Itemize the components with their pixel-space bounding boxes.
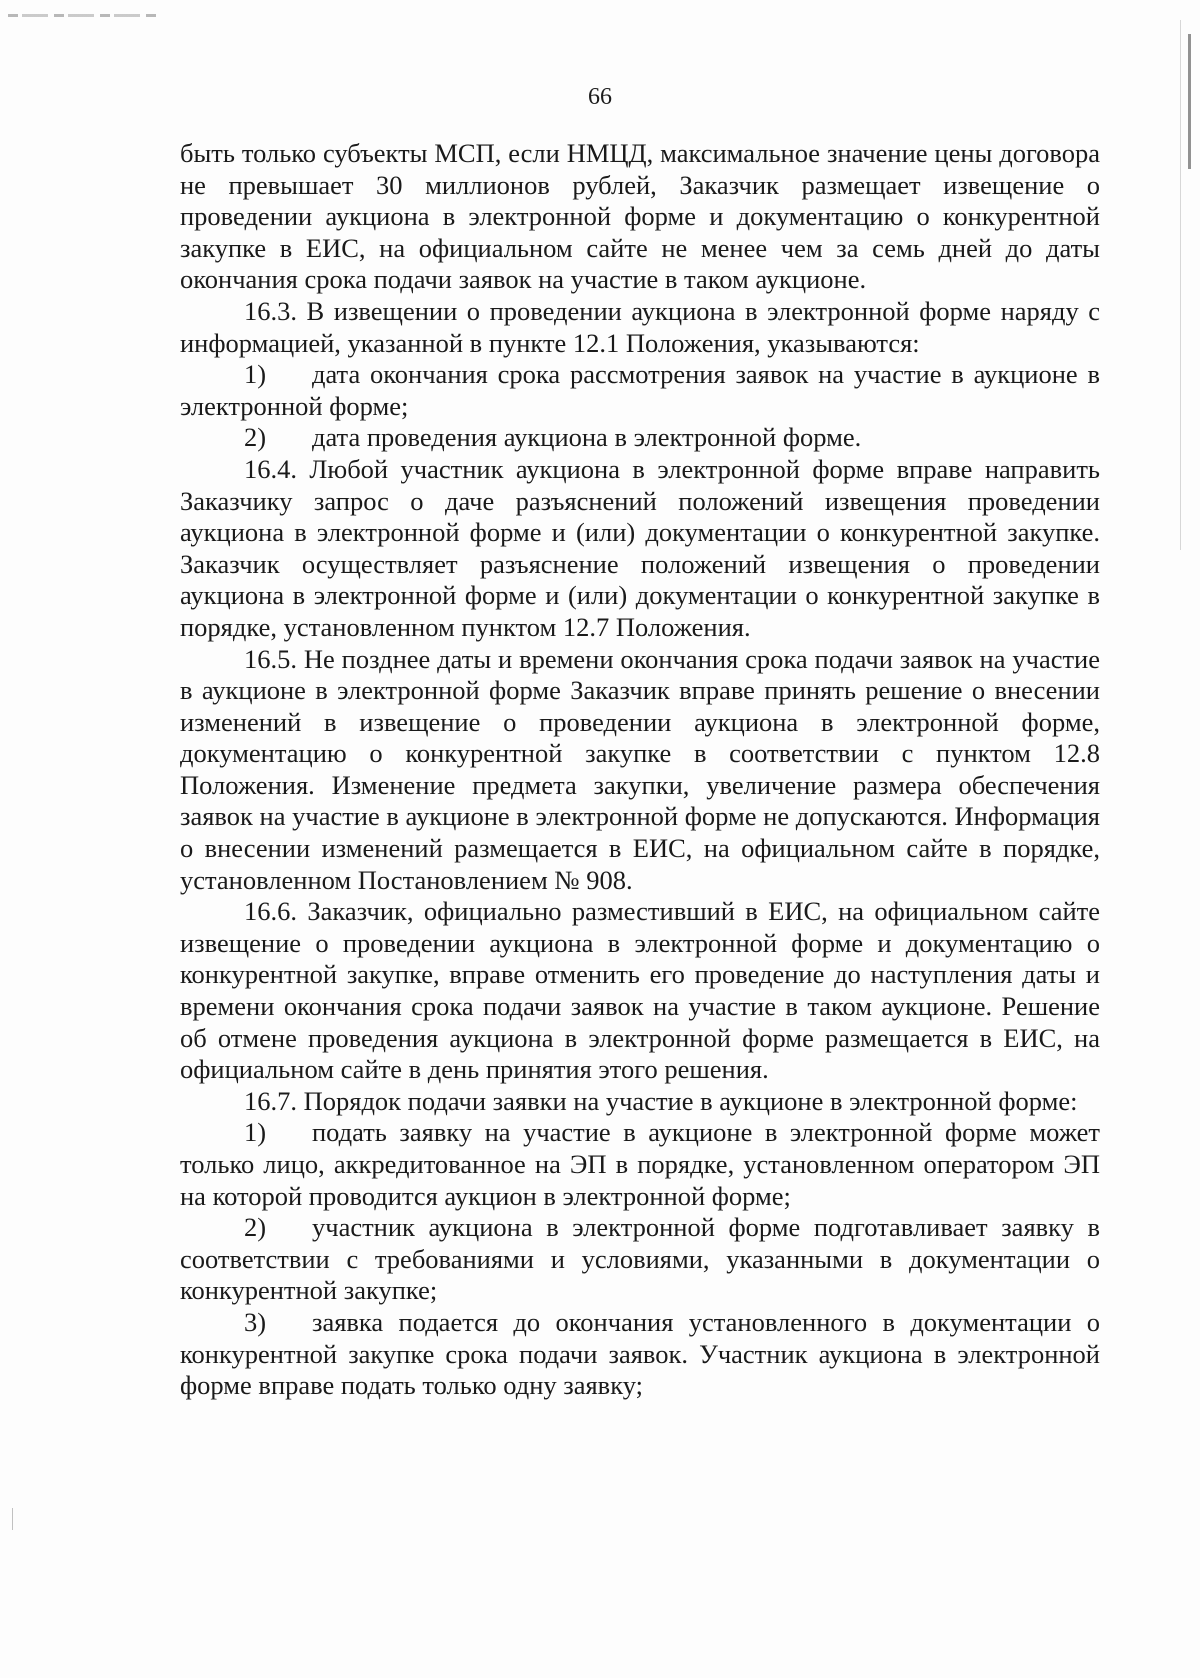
list-item-number: 3): [244, 1306, 267, 1337]
paragraph-16-5: 16.5. Не позднее даты и времени окончания срока подачи заявок на участие в аукционе в электронной форме Заказчик вправе принять решение о внесении изменений в извещение о проведении аукциона в электронной форме, документацию о конкурентной закупке в соответствии с пунктом 12.8 Положения. Изменение предмета закупки, увеличение размера обеспечения заявок на участие в аукционе в электронной форме не допускаются. Информация о внесении изменений размещается в ЕИС, на официальном сайте в порядке, установленном Постановлением № 908.: [180, 643, 1100, 895]
paragraph-continuation: быть только субъекты МСП, если НМЦД, максимальное значение цены договора не превышает 30 миллионов рублей, Заказчик размещает извещение о проведении аукциона в электронной форме и документацию о конкурентной закупке в ЕИС, на официальном сайте не менее чем за семь дней до даты окончания срока подачи заявок на участие в таком аукционе.: [180, 138, 1100, 295]
list-item-text: дата окончания срока рассмотрения заявок на участие в аукционе в электронной форме;: [180, 359, 1100, 421]
scan-artifact-left: [12, 1508, 13, 1530]
list-item-text: подать заявку на участие в аукционе в электронной форме может только лицо, аккредитованное на ЭП в порядке, установленном оператором ЭП на которой проводится аукцион в электронной форме;: [180, 1117, 1100, 1211]
list-item-number: 2): [244, 1212, 267, 1243]
list-item-text: участник аукциона в электронной форме подготавливает заявку в соответствии с требованиями и условиями, указанными в документации о конкурентной закупке;: [180, 1212, 1100, 1306]
list-item-number: 1): [244, 1117, 267, 1148]
list-item-text: дата проведения аукциона в электронной форме.: [312, 422, 862, 453]
list-item-16-3-2: [180, 422, 1100, 454]
paragraph-16-6: 16.6. Заказчик, официально разместивший в ЕИС, на официальном сайте извещение о проведении аукциона в электронной форме и документацию о конкурентной закупке, вправе отменить его проведение до наступления даты и времени окончания срока подачи заявок на участие в таком аукционе. Решение об отмене проведения аукциона в электронной форме размещается в ЕИС, на официальном сайте в день принятия этого решения.: [180, 896, 1100, 1085]
scan-artifact-top: [8, 14, 158, 17]
list-item-16-7-2: [180, 1212, 1100, 1307]
paragraph-16-4: 16.4. Любой участник аукциона в электронной форме вправе направить Заказчику запрос о даче разъяснений положений извещения проведении аукциона в электронной форме и (или) документации о конкурентной закупке. Заказчик осуществляет разъяснение положений извещения о проведении аукциона в электронной форме и (или) документации о конкурентной закупке в порядке, установленном пунктом 12.7 Положения.: [180, 453, 1100, 642]
list-item-16-7-3: [180, 1307, 1100, 1402]
list-item-number: 2): [244, 422, 267, 453]
list-item-number: 1): [244, 359, 267, 390]
page-number: 66: [588, 84, 612, 110]
list-item-text: заявка подается до окончания установленного в документации о конкурентной закупке срока подачи заявок. Участник аукциона в электронной форме вправе подать только одну заявку;: [180, 1306, 1100, 1401]
list-item-16-3-1: [180, 359, 1100, 422]
paragraph-16-3: 16.3. В извещении о проведении аукциона в электронной форме наряду с информацией, указанной в пункте 12.1 Положения, указываются:: [180, 295, 1100, 358]
paragraph-16-7: 16.7. Порядок подачи заявки на участие в аукционе в электронной форме:: [244, 1085, 1078, 1116]
document-body: [180, 138, 1100, 1402]
list-item-16-7-1: [180, 1117, 1100, 1212]
